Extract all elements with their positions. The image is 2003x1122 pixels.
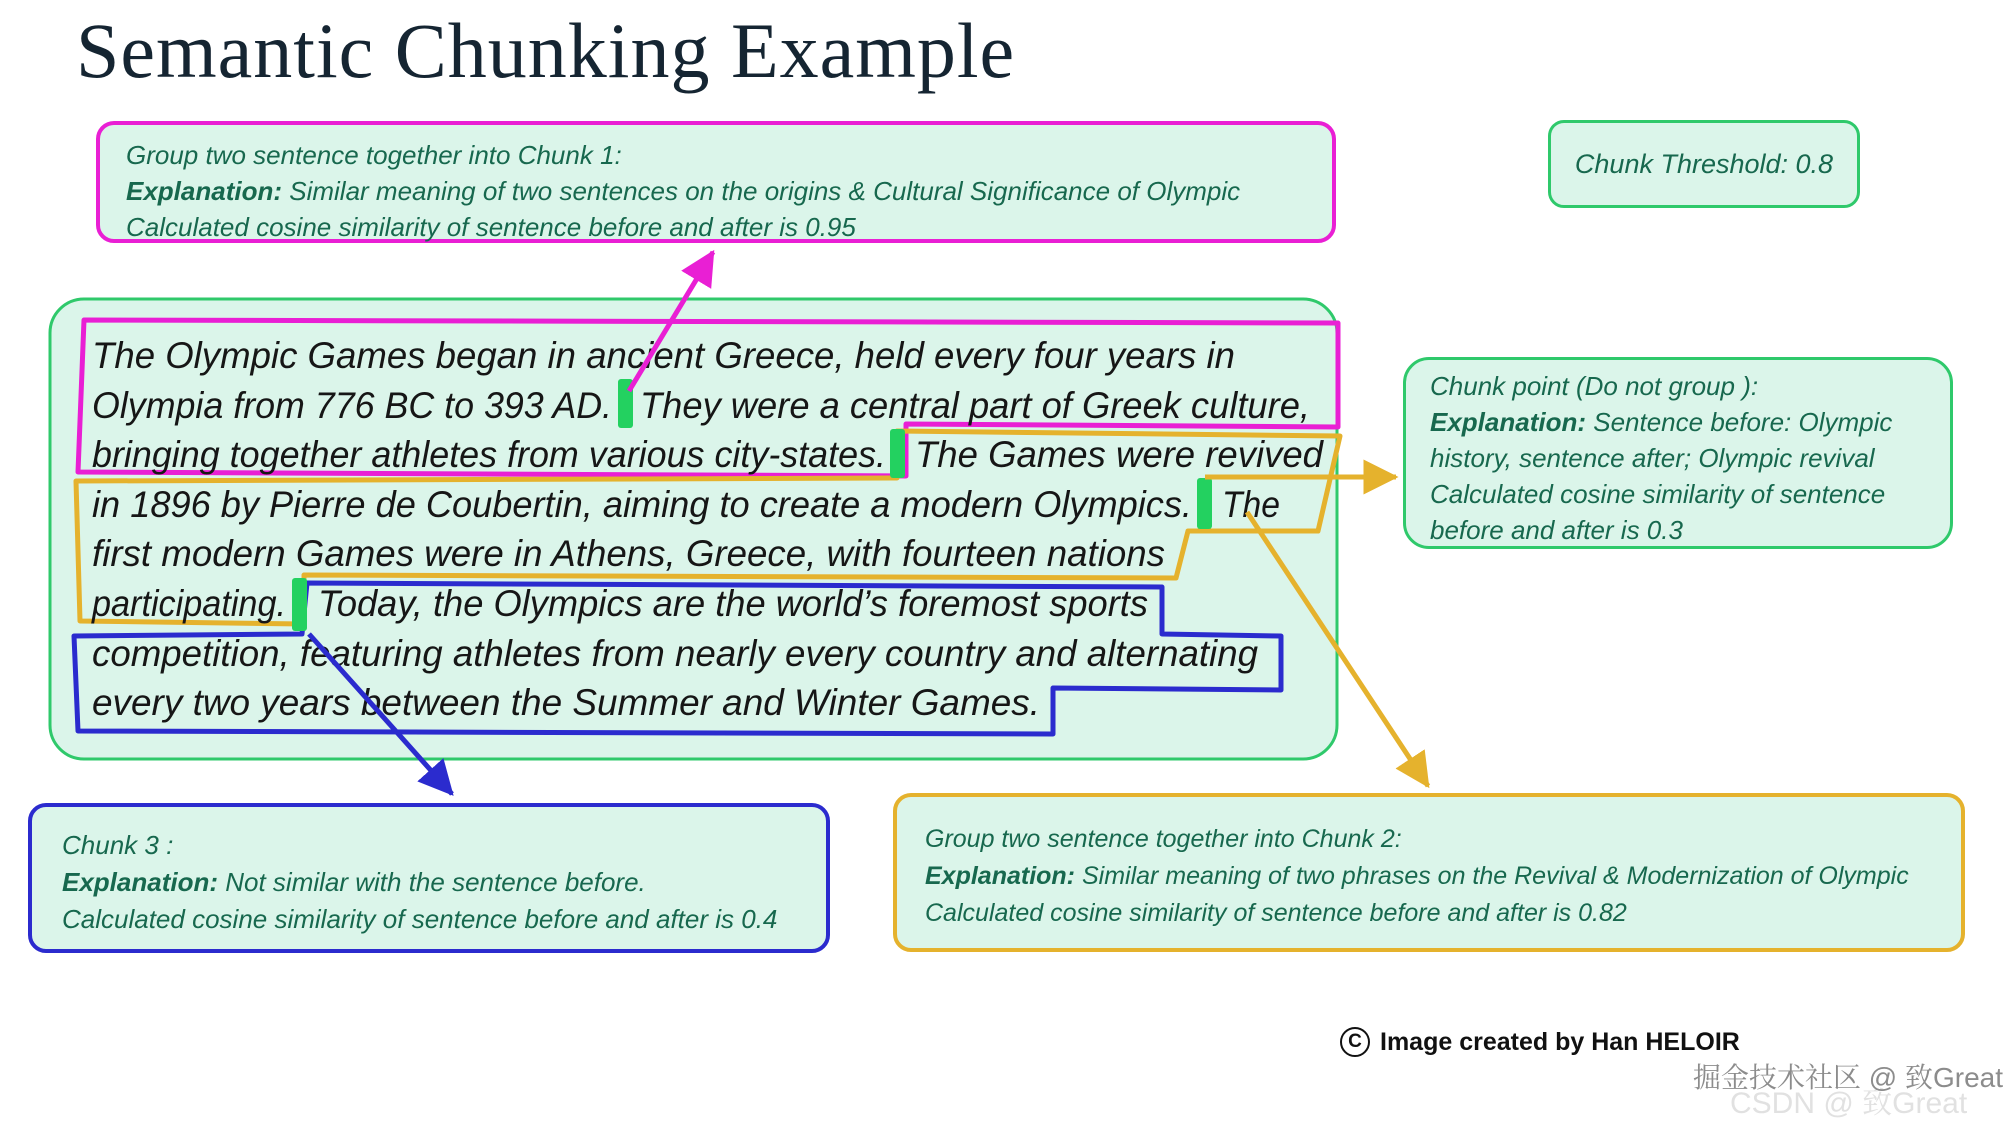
chunkpoint-explanation <box>1430 404 1926 476</box>
passage-line-6b: Today, the Olympics are the world’s foremost sports <box>318 583 1148 624</box>
chunk2-explanation-text: Similar meaning of two phrases on the Revival & Modernization of Olympic <box>1075 862 1909 890</box>
passage-line-7: competition, featuring athletes from nearly every country and alternating <box>92 633 1259 674</box>
chunkpoint-title: Chunk point (Do not group ): <box>1430 371 1759 401</box>
explanation-label: Explanation: <box>1430 407 1587 437</box>
chunk1-explanation-text: Similar meaning of two sentences on the origins & Cultural Significance of Olympic <box>282 176 1241 206</box>
chunk3-annotation-box <box>28 803 830 953</box>
chunk2-annotation-box <box>893 793 1965 952</box>
chunk2-explanation <box>925 858 1933 895</box>
page-title: Semantic Chunking Example <box>76 7 1016 94</box>
passage-line-3a: bringing together athletes from various city-states. <box>92 434 886 475</box>
chunk-boundary-marker-4 <box>292 578 307 631</box>
explanation-label: Explanation: <box>126 176 283 206</box>
passage-line-3b: The Games were revived <box>915 434 1325 475</box>
image-credit-text: Image created by Han HELOIR <box>1380 1027 1740 1056</box>
chunk3-explanation <box>62 864 796 901</box>
chunk-boundary-marker-3 <box>1197 478 1212 529</box>
chunk3-similarity: Calculated cosine similarity of sentence before and after is 0.4 <box>62 904 778 934</box>
copyright-icon: C <box>1340 1027 1370 1057</box>
chunk3-title: Chunk 3 : <box>62 830 174 860</box>
watermark-csdn: CSDN @ 致Great <box>1730 1087 1968 1120</box>
chunk1-explanation <box>126 173 1306 209</box>
chunk-threshold-label: Chunk Threshold: 0.8 <box>1574 149 1834 179</box>
passage-line-2a: Olympia from 776 BC to 393 AD. <box>92 385 612 426</box>
chunk1-similarity: Calculated cosine similarity of sentence before and after is 0.95 <box>126 212 856 242</box>
explanation-label: Explanation: <box>62 867 219 897</box>
passage-line-2b: They were a central part of Greek culture, <box>640 385 1310 426</box>
chunk1-title: Group two sentence together into Chunk 1: <box>126 140 622 170</box>
passage-line-4b: The <box>1222 484 1280 525</box>
chunk-threshold-box <box>1548 120 1860 208</box>
chunkpoint-explanation-text: Sentence before: Olympic history, sentence after; Olympic revival <box>1430 407 1893 473</box>
explanation-label: Explanation: <box>925 862 1076 890</box>
chunkpoint-annotation-box <box>1403 357 1953 549</box>
chunk3-explanation-text: Not similar with the sentence before. <box>218 867 646 897</box>
passage-line-1: The Olympic Games began in ancient Greece, held every four years in <box>92 335 1235 376</box>
chunk2-title: Group two sentence together into Chunk 2: <box>925 825 1402 853</box>
chunk1-annotation-box <box>96 121 1336 243</box>
passage-line-5: first modern Games were in Athens, Greece, with fourteen nations <box>92 533 1165 574</box>
passage-line-8: every two years between the Summer and Winter Games. <box>92 682 1040 723</box>
chunkpoint-similarity: Calculated cosine similarity of sentence before and after is 0.3 <box>1430 479 1886 545</box>
passage-line-4a: in 1896 by Pierre de Coubertin, aiming to create a modern Olympics. <box>92 484 1192 525</box>
image-credit <box>1340 1027 1740 1057</box>
passage-line-6a: participating. <box>91 583 287 624</box>
chunk-boundary-marker-2 <box>890 429 905 478</box>
chunk2-similarity: Calculated cosine similarity of sentence before and after is 0.82 <box>925 899 1627 927</box>
watermark-juejin: 掘金技术社区 @ 致Great <box>1693 1062 2003 1093</box>
